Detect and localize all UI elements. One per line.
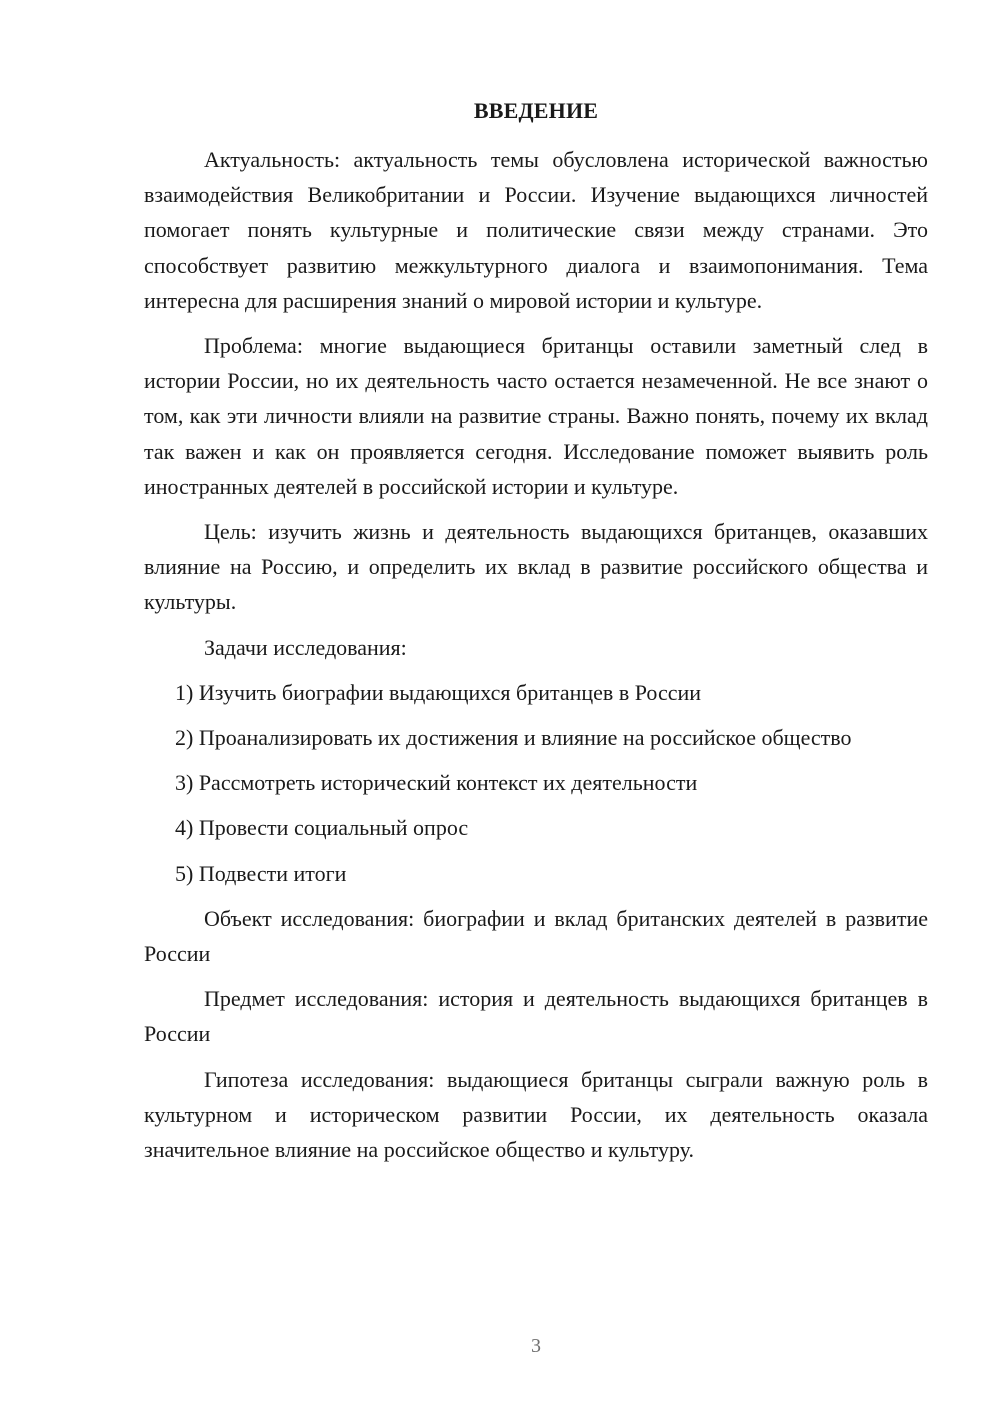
task-item: 2) Проанализировать их достижения и влияние на российское общество — [175, 725, 852, 751]
page-number: 3 — [531, 1335, 541, 1357]
object-paragraph: Объект исследования: биографии и вклад британских деятелей в развитие России — [144, 905, 928, 967]
section-title: ВВЕДЕНИЕ — [473, 98, 599, 123]
relevance-paragraph: Актуальность: актуальность темы обусловлена исторической важностью взаимодействия Великобритании и России. Изучение выдающихся личностей помогает понять культурные и политические связи между странами. Это способствует развитию межкультурного диалога и взаимопонимания. Тема интересна для расширения знаний о мировой истории и культуре. — [144, 147, 928, 313]
task-item: 4) Провести социальный опрос — [175, 815, 469, 841]
problem-paragraph: Проблема: многие выдающиеся британцы оставили заметный след в истории России, но их деятельность часто остается незамеченной. Не все знают о том, как эти личности влияли на развитие страны. Важно понять, почему их вклад так важен и как он проявляется сегодня. Исследование поможет выявить роль иностранных деятелей в российской истории и культуре. — [144, 333, 928, 499]
subject-paragraph: Предмет исследования: история и деятельность выдающихся британцев в России — [144, 986, 928, 1047]
hypothesis-paragraph: Гипотеза исследования: выдающиеся британцы сыграли важную роль в культурном и историческом развитии России, их деятельность оказала значительное влияние на российское общество и культуру. — [144, 1066, 928, 1163]
tasks-heading: Задачи исследования: — [204, 634, 407, 660]
task-item: 1) Изучить биографии выдающихся британцев в России — [175, 679, 702, 705]
task-item: 5) Подвести итоги — [175, 860, 347, 886]
task-item: 3) Рассмотреть исторический контекст их деятельности — [175, 770, 698, 796]
goal-paragraph: Цель: изучить жизнь и деятельность выдающихся британцев, оказавших влияние на Россию, и определить их вклад в развитие российского общества и культуры. — [144, 519, 928, 615]
tasks-list — [144, 675, 928, 891]
document-body — [144, 142, 928, 1177]
